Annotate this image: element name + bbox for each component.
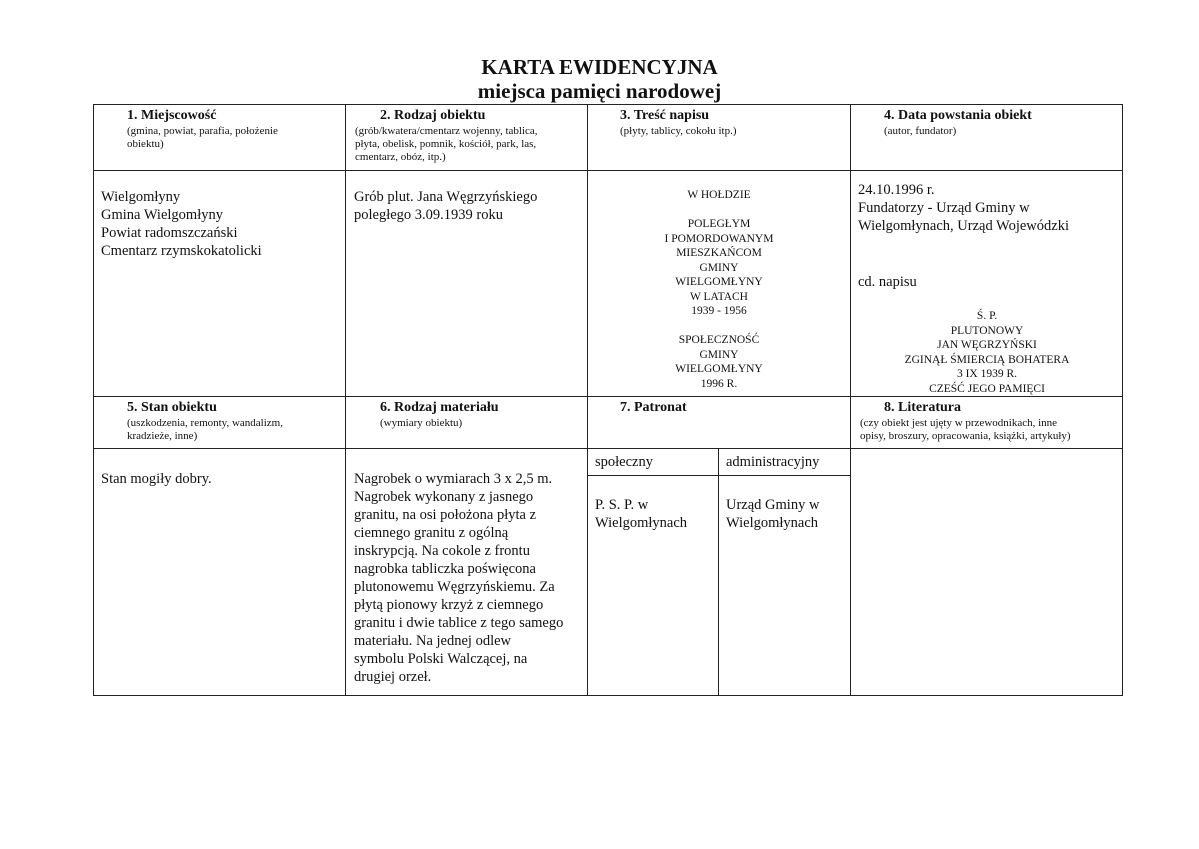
col-divider-1 (345, 104, 346, 696)
value-miejscowosc: Wielgomłyny Gmina Wielgomłyny Powiat radomszczański Cmentarz rzymskokatolicki (101, 189, 262, 259)
header-stan-obiektu-desc: (uszkodzenia, remonty, wandalizm, kradzieże, inne) (127, 417, 283, 442)
patronat-administracyjny-label: administracyjny (726, 454, 820, 470)
value-cd-napisu-label: cd. napisu (858, 274, 917, 290)
patronat-divider (718, 448, 719, 696)
header-stan-obiektu: 5. Stan obiektu (127, 400, 217, 415)
row-divider-2 (93, 396, 1123, 397)
value-tresc-napisu: W HOŁDZIE POLEGŁYM I POMORDOWANYM MIESZKAŃCOM GMINY WIELGOMŁYNY W LATACH 1939 - 1956 SPOŁECZNOŚĆ GMINY WIELGOMŁYNY 1996 R. (664, 189, 774, 390)
header-patronat: 7. Patronat (620, 400, 687, 415)
value-rodzaj-obiektu: Grób plut. Jana Węgrzyńskiego poległego 3.09.1939 roku (354, 189, 538, 223)
header-rodzaj-materialu: 6. Rodzaj materiału (380, 400, 499, 415)
header-literatura: 8. Literatura (884, 400, 961, 415)
value-rodzaj-materialu: Nagrobek o wymiarach 3 x 2,5 m. Nagrobek wykonany z jasnego granitu, na osi położona płyta z ciemnego granitu z ogólną inskrypcją. Na cokole z frontu nagrobka tabliczka poświęcona plutonowemu Węgrzyńskiemu. Za płytą pionowy krzyż z ciemnego granitu i dwie tablice z tego samego materiału. Na jednej odlew symbolu Polski Walczącej, na drugiej orzeł. (354, 471, 564, 685)
document-subtitle: miejsca pamięci narodowej (477, 79, 722, 103)
header-miejscowosc-desc: (gmina, powiat, parafia, położenie obiektu) (127, 125, 278, 150)
patronat-spoleczny-value: P. S. P. w Wielgomłynach (595, 497, 688, 531)
header-rodzaj-obiektu: 2. Rodzaj obiektu (380, 108, 486, 123)
header-data-powstania: 4. Data powstania obiekt (884, 108, 1032, 123)
header-data-powstania-desc: (autor, fundator) (884, 125, 957, 137)
patronat-row-divider (587, 475, 850, 476)
col-divider-3 (850, 104, 851, 696)
patronat-spoleczny-label: społeczny (595, 454, 653, 470)
row-divider-1 (93, 170, 1123, 171)
header-rodzaj-materialu-desc: (wymiary obiektu) (380, 417, 463, 429)
value-cd-napisu: Ś. P. PLUTONOWY JAN WĘGRZYŃSKI ZGINĄŁ ŚMIERCIĄ BOHATERA 3 IX 1939 R. CZEŚĆ JEGO PAMIĘCI (904, 310, 1070, 395)
patronat-administracyjny-value: Urząd Gminy w Wielgomłynach (726, 497, 820, 531)
value-stan-obiektu: Stan mogiły dobry. (101, 471, 212, 487)
row-divider-3 (93, 448, 1123, 449)
header-miejscowosc: 1. Miejscowość (127, 108, 217, 123)
header-tresc-napisu: 3. Treść napisu (620, 108, 710, 123)
document-title: KARTA EWIDENCYJNA (481, 55, 718, 79)
header-literatura-desc: (czy obiekt jest ujęty w przewodnikach, inne opisy, broszury, opracowania, książki, artykuły) (860, 417, 1071, 442)
value-data-powstania: 24.10.1996 r. Fundatorzy - Urząd Gminy w Wielgomłynach, Urząd Wojewódzki (858, 182, 1069, 234)
header-tresc-napisu-desc: (płyty, tablicy, cokołu itp.) (620, 125, 737, 137)
header-rodzaj-obiektu-desc: (grób/kwatera/cmentarz wojenny, tablica, płyta, obelisk, pomnik, kościół, park, las, cmentarz, obóz, itp.) (355, 125, 538, 163)
